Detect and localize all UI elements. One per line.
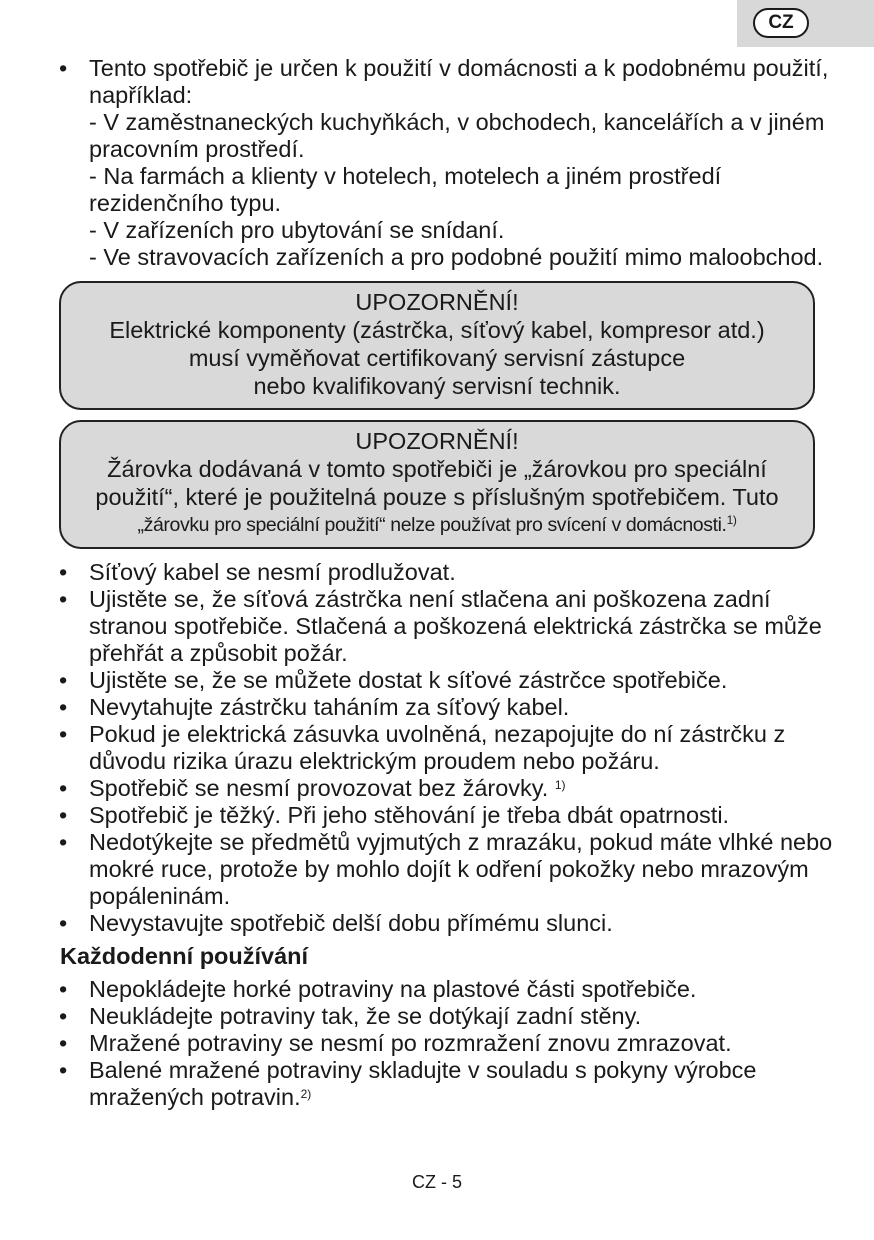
list-item	[0, 721, 874, 775]
warning-line: Elektrické komponenty (zástrčka, síťový kabel, kompresor atd.)	[109, 317, 765, 343]
language-tab	[737, 0, 874, 47]
warning-line: Žárovka dodávaná v tomto spotřebiči je „žárovkou pro speciální	[107, 456, 767, 482]
footnote-ref: 1)	[726, 513, 737, 527]
warning-line: použití“, které je použitelná pouze s příslušným spotřebičem. Tuto	[95, 484, 779, 510]
page-content	[0, 55, 874, 1111]
warning-title: UPOZORNĚNÍ!	[355, 289, 519, 315]
list-item-text: Nepokládejte horké potraviny na plastové části spotřebiče.	[89, 976, 697, 1002]
list-item-text: Nedotýkejte se předmětů vyjmutých z mrazáku, pokud máte vlhké nebo mokré ruce, protože by mohlo dojít k odření pokožky nebo mrazovým popáleninám.	[89, 829, 833, 909]
safety-list	[0, 559, 874, 937]
footnote-ref: 1)	[554, 778, 566, 792]
warning-box-bulb	[59, 420, 815, 549]
list-item	[0, 829, 874, 910]
warning-last-line: „žárovku pro speciální použití“ nelze používat pro svícení v domácnosti.	[137, 514, 727, 536]
list-item-text: Balené mražené potraviny skladujte v souladu s pokyny výrobce mražených potravin.	[89, 1057, 757, 1110]
warning-line	[69, 511, 805, 539]
intro-sub-item: - V zařízeních pro ubytování se snídaní.	[89, 217, 505, 243]
list-item-intro	[0, 55, 874, 271]
list-item-text: Ujistěte se, že síťová zástrčka není stlačena ani poškozena zadní stranou spotřebiče. Stlačená a poškozená elektrická zástrčka se může přehřát a způsobit požár.	[89, 586, 822, 666]
list-item	[0, 586, 874, 667]
warning-line: musí vyměňovat certifikovaný servisní zástupce	[188, 345, 686, 371]
list-item	[0, 910, 874, 937]
list-item-text: Nevystavujte spotřebič delší dobu přímému slunci.	[89, 910, 613, 936]
page-number: CZ - 5	[411, 1172, 462, 1192]
intro-sub-item: - Na farmách a klienty v hotelech, motelech a jiném prostředí rezidenčního typu.	[89, 163, 722, 216]
intro-sub-item: - V zaměstnaneckých kuchyňkách, v obchodech, kancelářích a v jiném pracovním prostředí.	[89, 109, 825, 162]
warning-line: nebo kvalifikovaný servisní technik.	[253, 373, 621, 399]
list-item-text: Spotřebič je těžký. Při jeho stěhování je třeba dbát opatrnosti.	[89, 802, 730, 828]
footnote-ref: 2)	[300, 1087, 312, 1101]
section-title: Každodenní používání	[60, 943, 309, 969]
warning-box-electrical	[59, 281, 815, 410]
list-item	[0, 775, 874, 802]
list-item	[0, 1057, 874, 1111]
list-item	[0, 1030, 874, 1057]
list-item-text: Ujistěte se, že se můžete dostat k síťové zástrčce spotřebiče.	[89, 667, 728, 693]
list-item	[0, 1003, 874, 1030]
language-badge: CZ	[753, 8, 809, 38]
list-item	[0, 667, 874, 694]
list-item-text: Pokud je elektrická zásuvka uvolněná, nezapojujte do ní zástrčku z důvodu rizika úrazu elektrickým proudem nebo požáru.	[89, 721, 786, 774]
intro-list	[0, 55, 874, 271]
list-item-text: Síťový kabel se nesmí prodlužovat.	[89, 559, 456, 585]
list-item-text: Spotřebič se nesmí provozovat bez žárovky.	[89, 775, 555, 801]
daily-use-list	[0, 976, 874, 1111]
list-item-text: Nevytahujte zástrčku taháním za síťový kabel.	[89, 694, 570, 720]
list-item	[0, 802, 874, 829]
list-item	[0, 976, 874, 1003]
list-item	[0, 694, 874, 721]
intro-text: Tento spotřebič je určen k použití v domácnosti a k podobnému použití, například:	[89, 55, 829, 108]
warning-title: UPOZORNĚNÍ!	[355, 428, 519, 454]
list-item-text: Neukládejte potraviny tak, že se dotýkají zadní stěny.	[89, 1003, 642, 1029]
list-item-text: Mražené potraviny se nesmí po rozmražení znovu zmrazovat.	[89, 1030, 732, 1056]
list-item	[0, 559, 874, 586]
intro-sub-item: - Ve stravovacích zařízeních a pro podobné použití mimo maloobchod.	[89, 244, 824, 270]
